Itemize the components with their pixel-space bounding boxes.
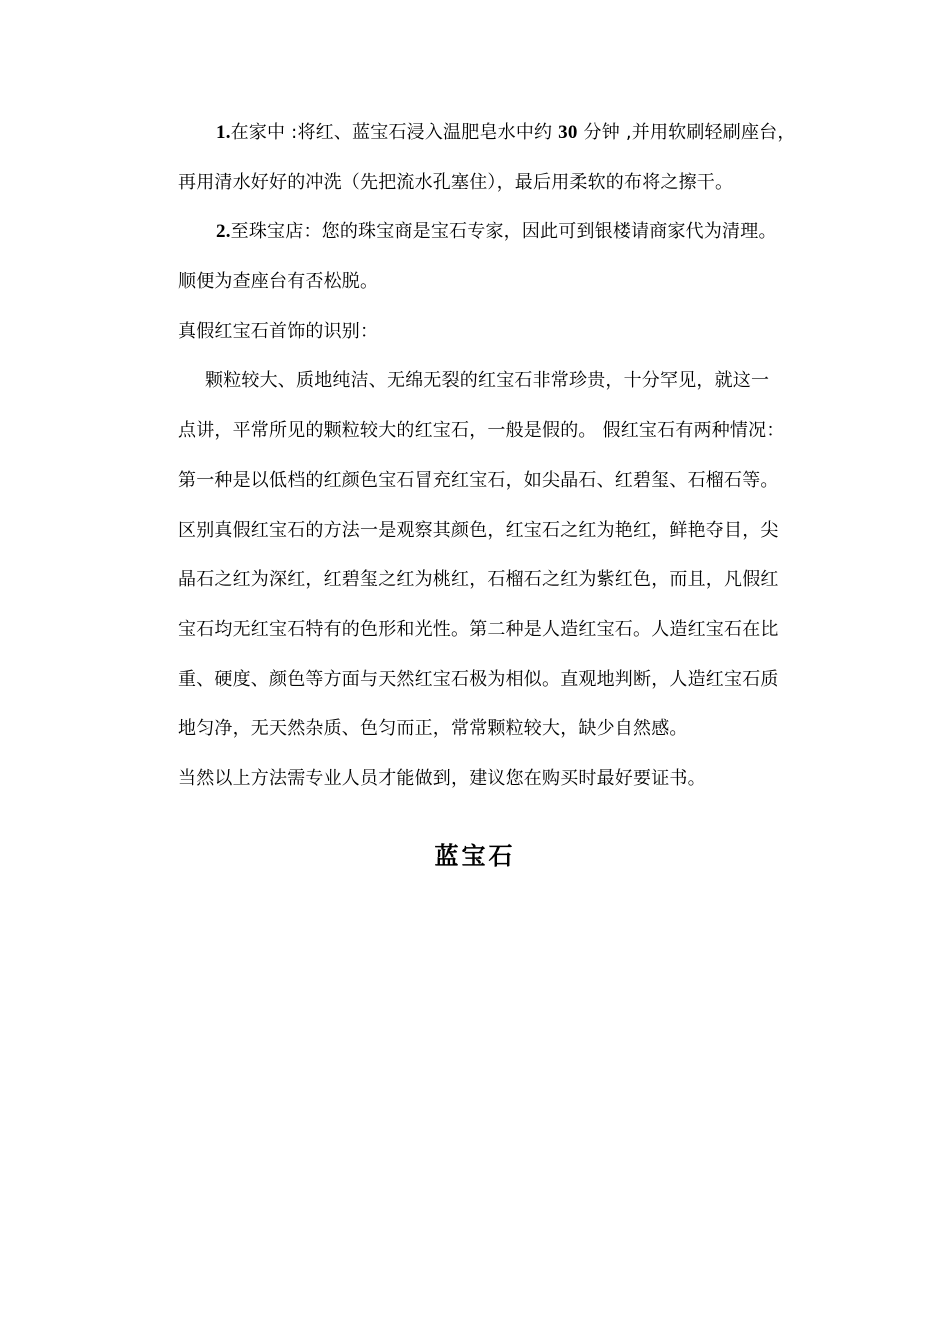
para3-line: 颗粒较大、质地纯洁、无绵无裂的红宝石非常珍贵，十分罕见，就这一 (205, 370, 770, 392)
para1-text-end: 分钟 ,并用软刷轻刷座台， (577, 122, 796, 143)
para1-line2: 再用清水好好的冲洗（先把流水孔塞住），最后用柔软的布将之擦干。 (178, 171, 734, 193)
para3-line: 晶石之红为深红，红碧玺之红为桃红，石榴石之红为紫红色，而且，凡假红 (178, 569, 779, 591)
para2-line1 (178, 219, 818, 244)
para1-line1 (178, 120, 818, 145)
para2-line2: 顺便为查座台有否松脱。 (178, 271, 379, 293)
para3-line: 点讲，平常所见的颗粒较大的红宝石，一般是假的。 假红宝石有两种情况： (178, 420, 785, 442)
document-body (178, 120, 818, 816)
para3-line: 第一种是以低档的红颜色宝石冒充红宝石，如尖晶石、红碧玺、石榴石等。 (178, 469, 779, 491)
section-title: 真假红宝石首饰的识别： (178, 320, 379, 342)
sapphire-heading: 蓝宝石 (434, 841, 516, 870)
para3-line: 重、硬度、颜色等方面与天然红宝石极为相似。直观地判断，人造红宝石质 (178, 668, 779, 690)
closing-line: 当然以上方法需专业人员才能做到，建议您在购买时最好要证书。 (178, 767, 706, 789)
para1-text-start: 在家中 :将红、蓝宝石浸入温肥皂水中约 (230, 122, 559, 143)
para3-line: 宝石均无红宝石特有的色形和光性。第二种是人造红宝石。人造红宝石在比 (178, 618, 779, 640)
para2-number: 2. (216, 221, 231, 243)
para1-minutes: 30 (558, 122, 578, 143)
para3-line: 地匀净，无天然杂质、色匀而正，常常颗粒较大，缺少自然感。 (178, 718, 688, 740)
para3-line: 区别真假红宝石的方法一是观察其颜色，红宝石之红为艳红，鲜艳夺目，尖 (178, 519, 779, 541)
para1-number: 1. (216, 122, 231, 143)
para2-text: 至珠宝店：您的珠宝商是宝石专家，因此可到银楼请商家代为清理。 (230, 221, 777, 243)
